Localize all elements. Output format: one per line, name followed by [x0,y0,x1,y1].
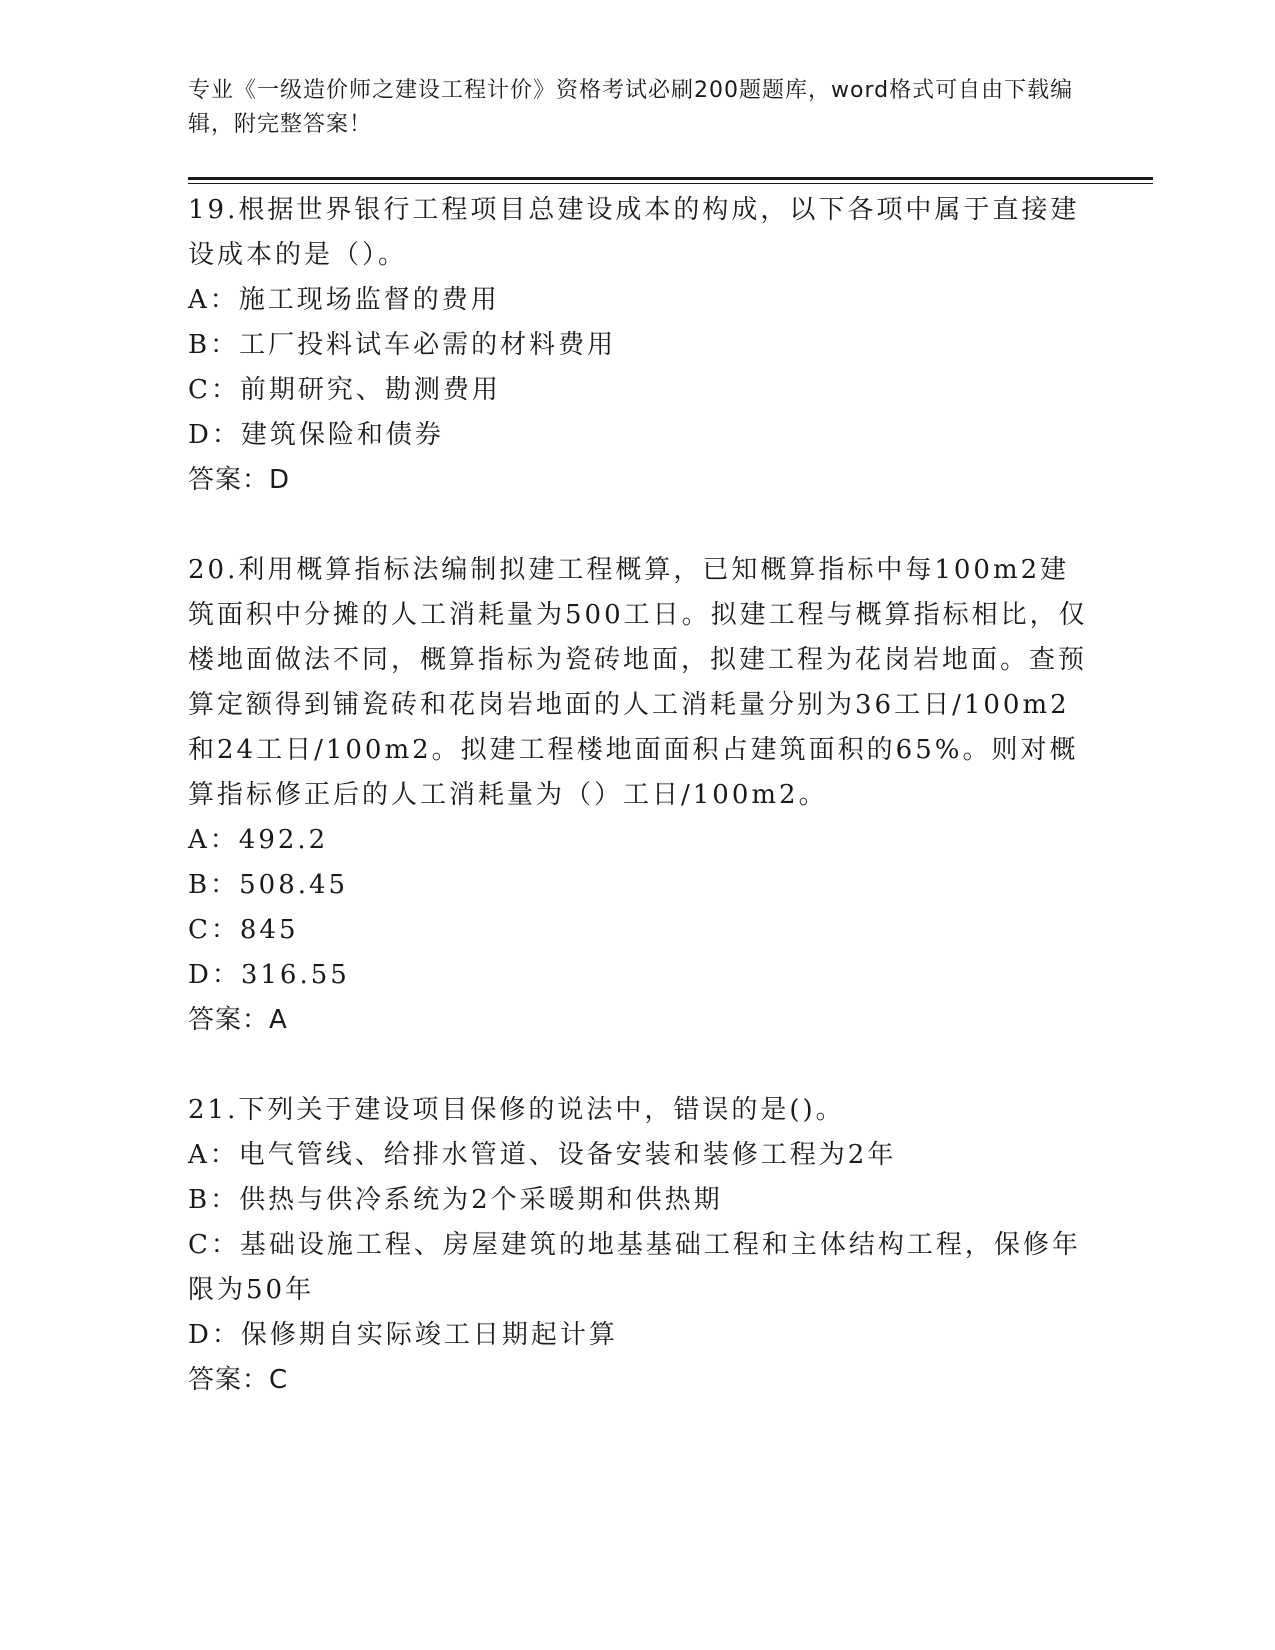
document-header [188,74,1088,142]
question-list [188,188,1088,1403]
question-19 [188,188,1088,503]
question-spacer [188,503,1088,548]
question-stem: 20.利用概算指标法编制拟建工程概算，已知概算指标中每100m2建筑面积中分摊的人工消耗量为500工日。拟建工程与概算指标相比，仅楼地面做法不同，概算指标为瓷砖地面，拟建工程为花岗岩地面。查预算定额得到铺瓷砖和花岗岩地面的人工消耗量分别为36工日/100m2和24工日/100m2。拟建工程楼地面面积占建筑面积的65%。则对概算指标修正后的人工消耗量为（）工日/100m2。 [188,555,1088,810]
option-b: B：工厂投料试车必需的材料费用 [188,330,617,360]
question-21 [188,1088,1088,1403]
option-c: C：前期研究、勘测费用 [188,375,501,405]
header-divider-thin [188,183,1153,184]
option-b: B：供热与供冷系统为2个采暖期和供热期 [188,1185,723,1215]
option-a: A：492.2 [188,825,329,855]
header-divider-thick [188,177,1153,180]
question-stem: 21.下列关于建设项目保修的说法中，错误的是()。 [188,1095,845,1125]
answer-line: 答案：A [188,1005,288,1035]
option-b: B：508.45 [188,870,349,900]
header-text: 专业《一级造价师之建设工程计价》资格考试必刷200题题库，word格式可自由下载编辑，附完整答案！ [188,78,1074,137]
option-d: D：保修期自实际竣工日期起计算 [188,1320,618,1350]
option-d: D：316.55 [188,960,350,990]
answer-line: 答案：C [188,1365,289,1395]
option-c: C：845 [188,915,299,945]
option-c: C：基础设施工程、房屋建筑的地基基础工程和主体结构工程，保修年限为50年 [188,1230,1081,1305]
question-stem: 19.根据世界银行工程项目总建设成本的构成，以下各项中属于直接建设成本的是（）。 [188,195,1080,270]
option-a: A：施工现场监督的费用 [188,285,500,315]
question-spacer [188,1043,1088,1088]
answer-line: 答案：D [188,465,291,495]
option-d: D：建筑保险和债券 [188,420,444,450]
option-a: A：电气管线、给排水管道、设备安装和装修工程为2年 [188,1140,897,1170]
question-20 [188,548,1088,1043]
